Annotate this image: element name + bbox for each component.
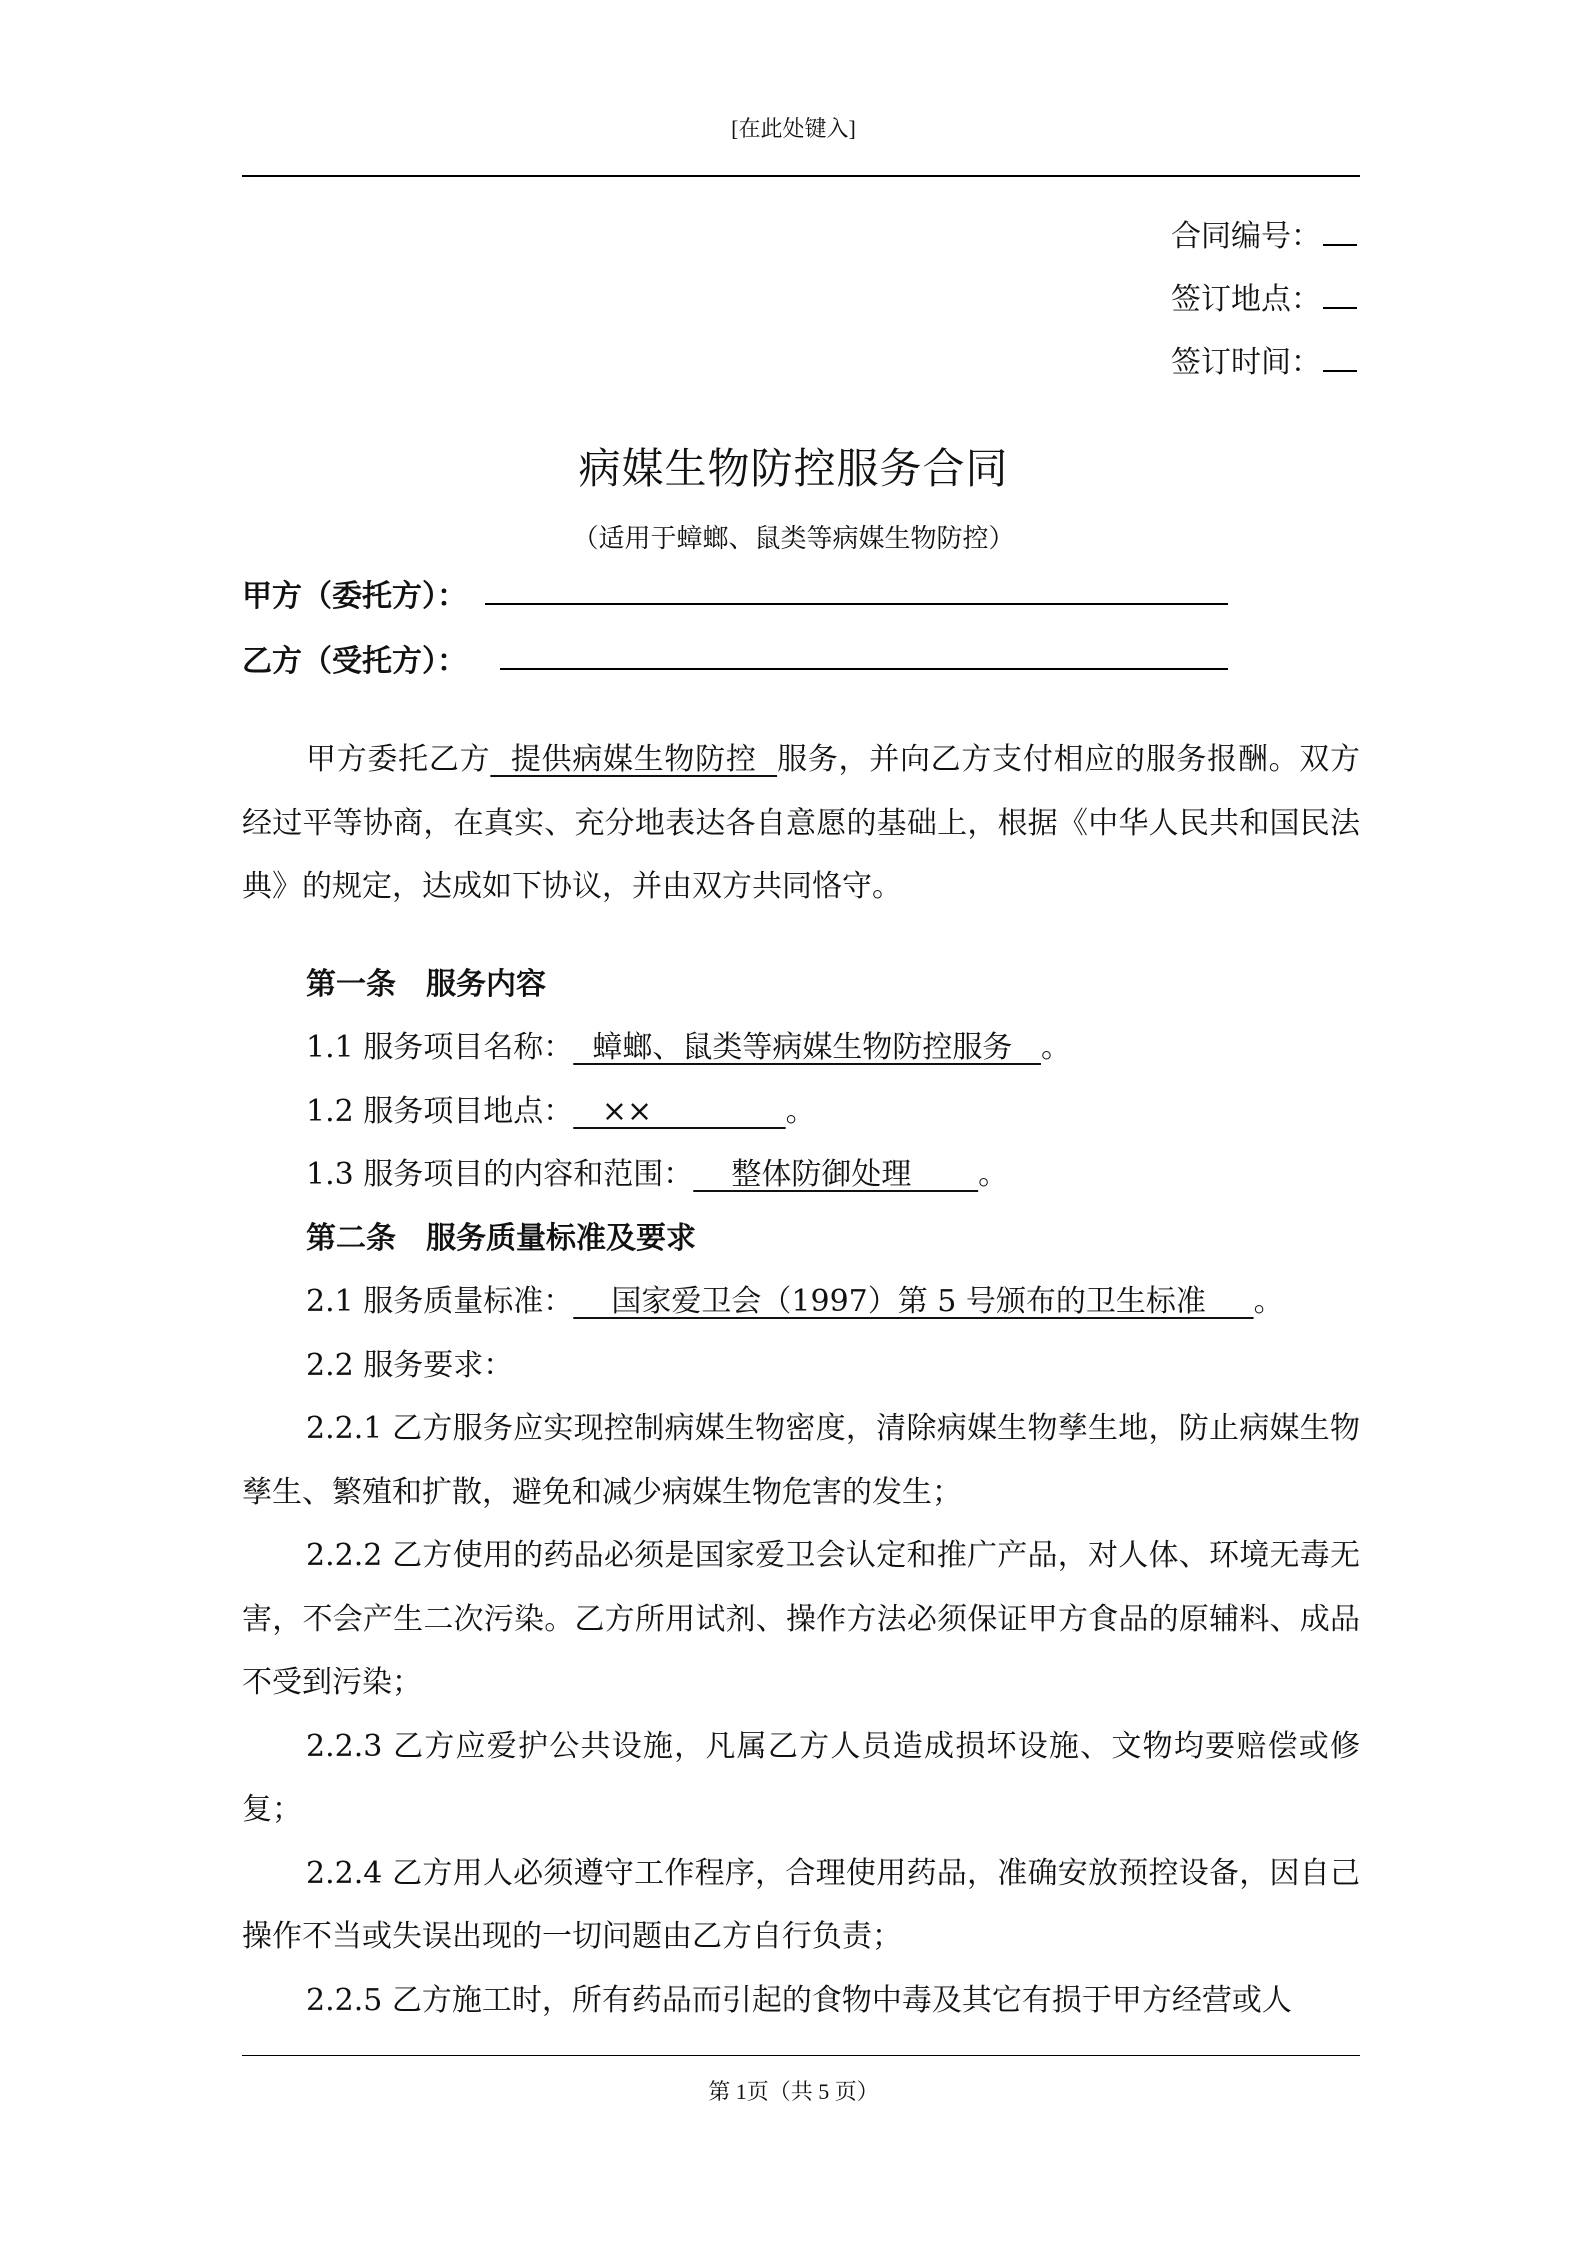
article2-item221: 2.2.1 乙方服务应实现控制病媒生物密度，清除病媒生物孳生地，防止病媒生物孳生、繁殖和扩散，避免和减少病媒生物危害的发生； bbox=[242, 1411, 1360, 1510]
document-title: 病媒生物防控服务合同 bbox=[578, 444, 1009, 493]
contract-number-label: 合同编号： bbox=[1171, 219, 1321, 254]
article1-item3 bbox=[242, 1143, 1360, 1207]
article2-heading: 第二条 服务质量标准及要求 bbox=[306, 1220, 696, 1256]
item2-value: ×× bbox=[573, 1093, 786, 1129]
item21-value: 国家爱卫会（1997）第 5 号颁布的卫生标准 bbox=[573, 1284, 1254, 1319]
article2-item224: 2.2.4 乙方用人必须遵守工作程序，合理使用药品，准确安放预控设备，因自己操作不当或失误出现的一切问题由乙方自行负责； bbox=[242, 1855, 1360, 1954]
sign-place-label: 签订地点： bbox=[1171, 282, 1321, 317]
item1-value: 蟑螂、鼠类等病媒生物防控服务 bbox=[573, 1030, 1041, 1065]
article1-heading: 第一条 服务内容 bbox=[306, 966, 546, 1002]
party-a-label: 甲方（委托方）： bbox=[242, 579, 467, 614]
item21-end: 。 bbox=[1253, 1284, 1284, 1319]
page-number: 第 1页（共 5 页） bbox=[708, 2079, 879, 2104]
contract-number-line bbox=[1171, 205, 1357, 268]
page-header: [在此处键入] bbox=[731, 116, 856, 141]
article1-item2 bbox=[242, 1080, 1360, 1144]
sign-place-blank[interactable] bbox=[1323, 281, 1357, 309]
sign-time-line bbox=[1171, 331, 1357, 394]
sign-time-label: 签订时间： bbox=[1171, 345, 1321, 380]
document-subtitle: （适用于蟑螂、鼠类等病媒生物防控） bbox=[572, 524, 1015, 554]
sign-time-blank[interactable] bbox=[1323, 344, 1357, 372]
article2-item222: 2.2.2 乙方使用的药品必须是国家爱卫会认定和推广产品，对人体、环境无毒无害，不会产生二次污染。乙方所用试剂、操作方法必须保证甲方食品的原辅料、成品不受到污染； bbox=[242, 1538, 1360, 1700]
sign-place-line bbox=[1171, 268, 1357, 331]
item3-end: 。 bbox=[978, 1157, 1009, 1192]
contract-number-blank[interactable] bbox=[1323, 218, 1357, 246]
article2-item225: 2.2.5 乙方施工时，所有药品而引起的食物中毒及其它有损于甲方经营或人 bbox=[306, 1982, 1292, 2018]
contract-info-block bbox=[1171, 205, 1357, 394]
item1-end: 。 bbox=[1040, 1030, 1071, 1065]
intro-service-value: 提供病媒生物防控 bbox=[490, 742, 778, 777]
item2-label: 1.2 服务项目地点： bbox=[306, 1093, 574, 1129]
item2-end: 。 bbox=[785, 1093, 816, 1129]
article1-item1 bbox=[242, 1016, 1360, 1080]
article2-item2: 2.2 服务要求： bbox=[306, 1347, 514, 1383]
article2-item223: 2.2.3 乙方应爱护公共设施，凡属乙方人员造成损坏设施、文物均要赔偿或修复； bbox=[242, 1728, 1360, 1827]
item1-label: 1.1 服务项目名称： bbox=[306, 1030, 574, 1065]
article2-item1 bbox=[242, 1270, 1360, 1334]
intro-part2: 服务，并向乙方支付相应的服务报酬。双方经过平等协商，在真实、充分地表达各自意愿的基础上，根据《中华人民共和国民法典》的规定，达成如下协议，并由双方共同恪守。 bbox=[242, 742, 1360, 904]
intro-paragraph bbox=[242, 728, 1360, 919]
contract-body bbox=[242, 728, 1360, 2032]
intro-part1: 甲方委托乙方 bbox=[306, 742, 491, 777]
item3-label: 1.3 服务项目的内容和范围： bbox=[306, 1157, 694, 1192]
header-divider bbox=[242, 175, 1360, 177]
party-b-blank[interactable] bbox=[500, 668, 1228, 670]
item21-label: 2.1 服务质量标准： bbox=[306, 1284, 574, 1319]
item3-value: 整体防御处理 bbox=[693, 1157, 979, 1192]
party-a-blank[interactable] bbox=[485, 603, 1228, 605]
footer-divider bbox=[242, 2055, 1360, 2056]
spacer bbox=[242, 919, 1360, 953]
party-b-label: 乙方（受托方）： bbox=[242, 644, 467, 679]
